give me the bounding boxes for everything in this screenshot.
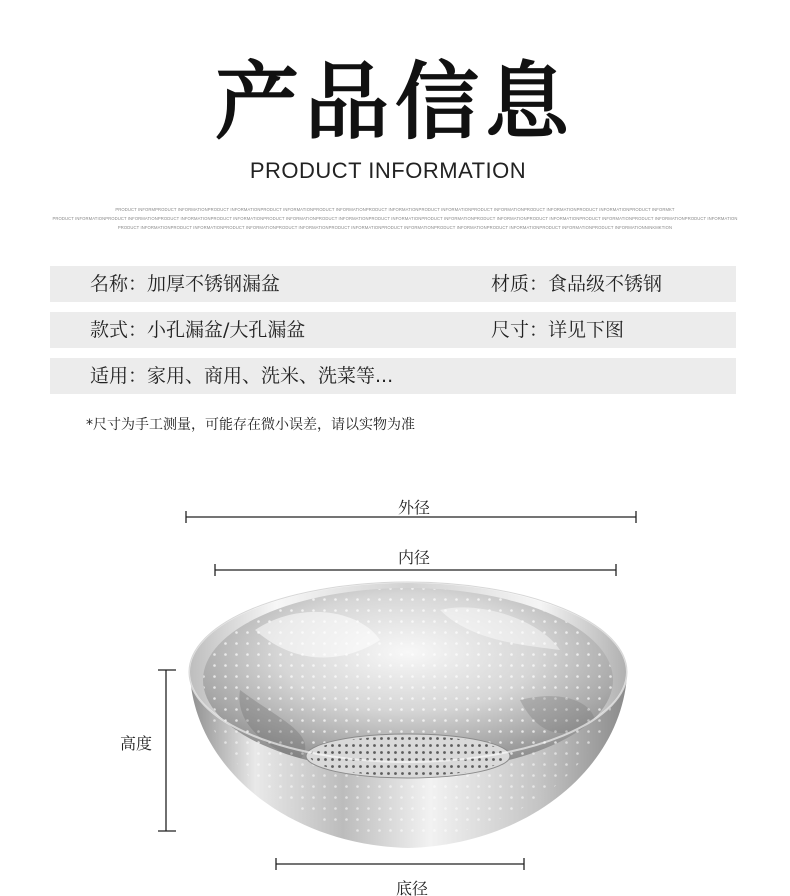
spec-name: 名称：加厚不锈钢漏盆 xyxy=(90,273,281,295)
spec-usage: 适用：家用、商用、洗米、洗菜等... xyxy=(90,365,394,387)
spec-material: 材质：食品级不锈钢 xyxy=(491,273,663,295)
decorative-text-line-2: PRODUCT INFORMATIONPRODUCT INFORMATIONPRODUCT INFORMATIONPRODUCT INFORMATIONPRODUCT INFORMATIONPRODUCT INFORMATIONPRODUCT INFORMATIONPRODUCT INFORMATIONPRODUCT INFORMATIONPRODUCT INFORMATIONPRODUCT INFORMATIONPRODUCT INFORMATIONPRODUCT INFORMATION xyxy=(52,216,738,221)
height-label: 高度 xyxy=(120,734,153,753)
outer-diameter-label: 外径 xyxy=(398,498,431,517)
page-title: 产品信息 xyxy=(214,53,575,151)
decorative-text-line-3: PRODUCT INFORMATIONPRODUCT INFORMATIONPRODUCT INFORMATIONPRODUCT INFORMATIONPRODUCT INFORMATIONPRODUCT INFORMATIONPRODUCT INFORMATIONPRODUCT INFORMATIONPRODUCT INFORMATIONPRODUCT INFORMATIONNINKMKTION xyxy=(117,225,673,230)
measurement-note: *尺寸为手工测量，可能存在微小误差，请以实物为准 xyxy=(86,417,415,433)
spec-style: 款式：小孔漏盆/大孔漏盆 xyxy=(90,319,306,341)
bottom-diameter-label: 底径 xyxy=(396,879,429,896)
inner-diameter-label: 内径 xyxy=(398,548,431,567)
colander-bowl-image xyxy=(189,582,627,848)
spec-size: 尺寸：详见下图 xyxy=(491,319,625,341)
bottom-diameter-line xyxy=(276,858,524,870)
height-line xyxy=(158,670,176,831)
decorative-text-line-1: PRODUCT INFORMPRODUCT INFORMATIONPRODUCT INFORMATIONPRODUCT INFORMATIONPRODUCT INFORMATIONPRODUCT INFORMATIONPRODUCT INFORMATIONPRODUCT INFORMATIONPRODUCT INFORMATIONPRODUCT INFORMATIONPRODUCT INFORMKT xyxy=(115,207,675,212)
page-subtitle: PRODUCT INFORMATION xyxy=(249,158,527,183)
